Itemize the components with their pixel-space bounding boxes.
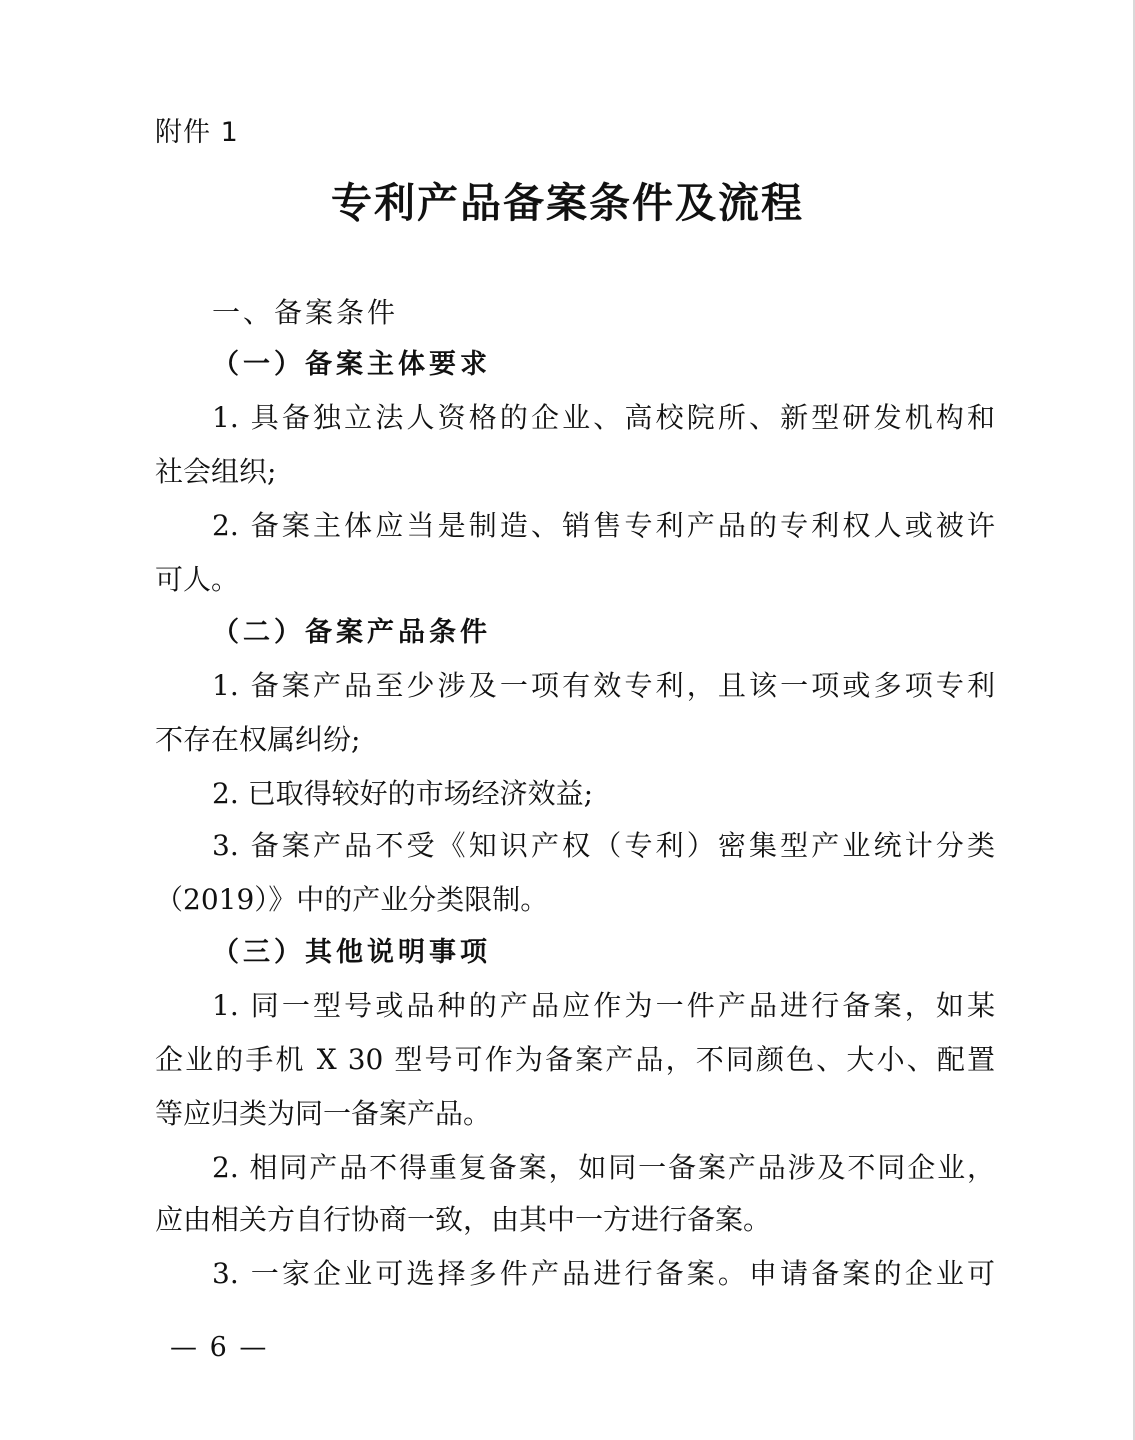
- paragraph-line: 不存在权属纠纷;: [155, 723, 361, 756]
- paragraph-line: 企业的手机 X 30 型号可作为备案产品，不同颜色、大小、配置: [155, 1043, 995, 1076]
- paragraph-line: 1. 具备独立法人资格的企业、高校院所、新型研发机构和: [212, 401, 995, 434]
- section-heading-conditions: 一、备案条件: [212, 296, 399, 329]
- paragraph-line: 3. 备案产品不受《知识产权（专利）密集型产业统计分类: [212, 829, 995, 862]
- paragraph-line: 1. 备案产品至少涉及一项有效专利，且该一项或多项专利: [212, 669, 995, 702]
- paragraph-line: 应由相关方自行协商一致，由其中一方进行备案。: [155, 1203, 772, 1236]
- paragraph-line: 2. 相同产品不得重复备案，如同一备案产品涉及不同企业，: [212, 1151, 995, 1184]
- paragraph-line: 2. 已取得较好的市场经济效益;: [212, 777, 594, 810]
- paragraph-line: （2019）》中的产业分类限制。: [155, 883, 549, 916]
- attachment-label: 附件 1: [155, 117, 239, 148]
- subsection-heading-subject-requirements: （一）备案主体要求: [212, 349, 491, 380]
- paragraph-line: 等应归类为同一备案产品。: [155, 1097, 492, 1130]
- subsection-heading-other-notes: （三）其他说明事项: [212, 937, 491, 968]
- subsection-heading-product-conditions: （二）备案产品条件: [212, 617, 491, 648]
- paragraph-line: 社会组织;: [155, 455, 277, 488]
- document-title: 专利产品备案条件及流程: [331, 179, 804, 227]
- paragraph-line: 2. 备案主体应当是制造、销售专利产品的专利权人或被许: [212, 509, 995, 542]
- page-number: — 6 —: [170, 1332, 269, 1363]
- paragraph-line: 可人。: [155, 563, 240, 596]
- paragraph-line: 3. 一家企业可选择多件产品进行备案。申请备案的企业可: [212, 1257, 995, 1290]
- paragraph-line: 1. 同一型号或品种的产品应作为一件产品进行备案，如某: [212, 989, 995, 1022]
